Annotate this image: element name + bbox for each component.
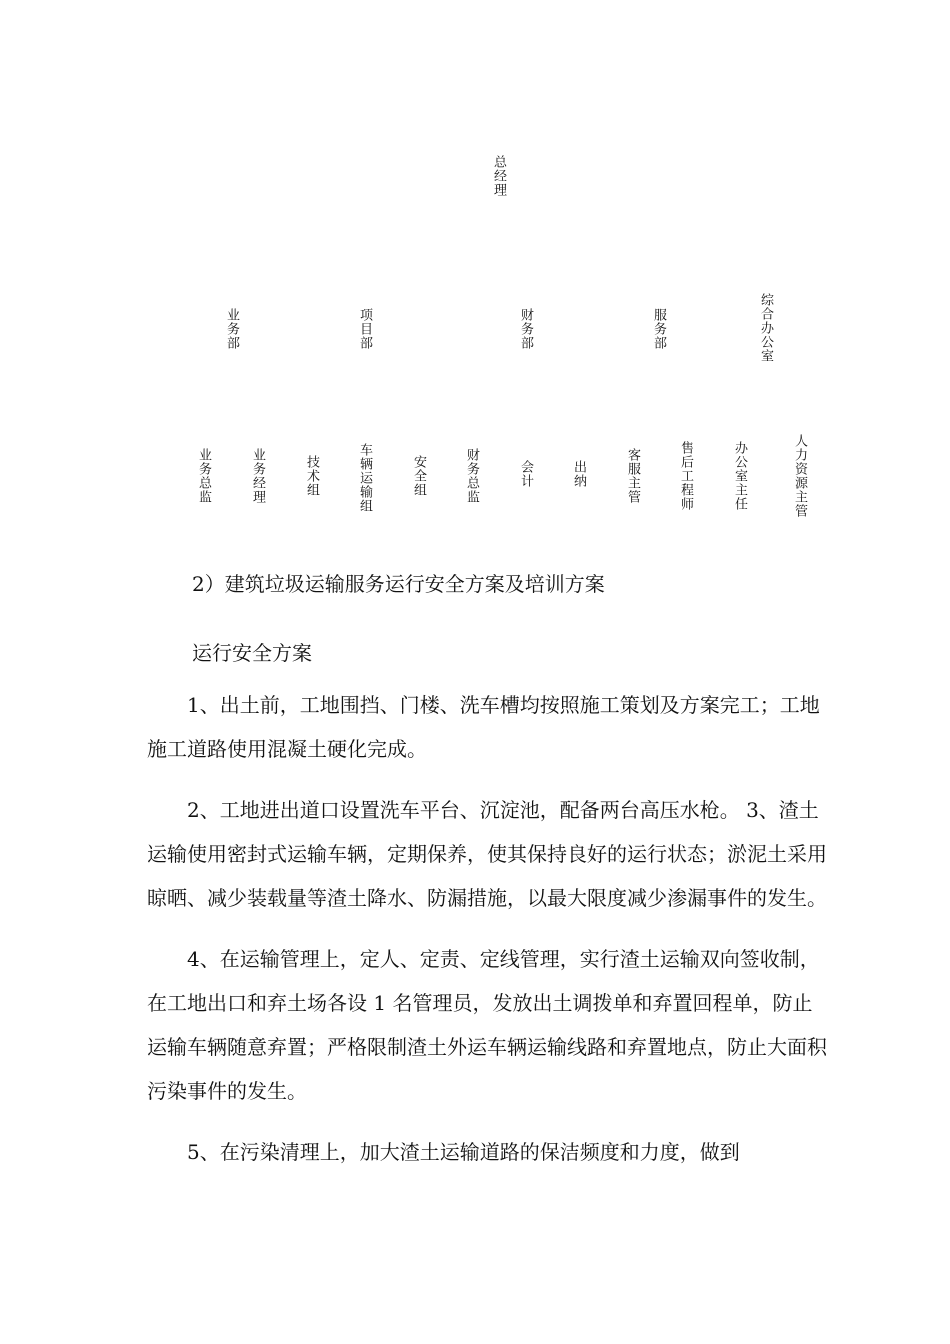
subheading: 运行安全方案 <box>192 641 312 665</box>
org-staff-business-manager: 业务经理 <box>250 448 265 504</box>
paragraph: 4、在运输管理上，定人、定责、定线管理，实行渣土运输双向签收制，在工地出口和弃土场各设 1 名管理员，发放出土调拨单和弃置回程单，防止运输车辆随意弃置；严格限制渣土外运车辆运输线路和弃置地点，防止大面积污染事件的发生。 <box>147 947 827 1103</box>
org-dept-admin-office: 综合办公室 <box>758 293 773 363</box>
org-staff-cashier: 出纳 <box>571 460 586 488</box>
org-staff-finance-director: 财务总监 <box>464 448 479 504</box>
org-staff-after-sales-engineer: 售后工程师 <box>678 441 693 511</box>
org-staff-accountant: 会计 <box>518 460 533 488</box>
org-staff-safety-group: 安全组 <box>411 455 426 497</box>
org-dept-finance: 财务部 <box>518 308 533 350</box>
org-top-general-manager: 总经理 <box>491 155 506 197</box>
section-title: 2）建筑垃圾运输服务运行安全方案及培训方案 <box>192 572 605 596</box>
org-dept-service: 服务部 <box>651 308 666 350</box>
org-staff-customer-service-lead: 客服主管 <box>625 448 640 504</box>
org-staff-business-director: 业务总监 <box>196 448 211 504</box>
paragraph: 1、出土前，工地围挡、门楼、洗车槽均按照施工策划及方案完工；工地施工道路使用混凝土硬化完成。 <box>147 693 820 761</box>
org-staff-office-director: 办公室主任 <box>732 441 747 511</box>
org-dept-project: 项目部 <box>357 308 372 350</box>
org-staff-tech-group: 技术组 <box>304 455 319 497</box>
org-dept-business: 业务部 <box>224 308 239 350</box>
paragraph: 5、在污染清理上，加大渣土运输道路的保洁频度和力度，做到 <box>187 1140 740 1164</box>
org-staff-hr-lead: 人力资源主管 <box>792 434 807 518</box>
org-staff-vehicle-transport-group: 车辆运输组 <box>357 443 372 513</box>
body-text <box>147 683 827 1191</box>
paragraph: 2、工地进出道口设置洗车平台、沉淀池，配备两台高压水枪。 3、渣土运输使用密封式运输车辆，定期保养，使其保持良好的运行状态；淤泥土采用晾晒、减少装载量等渣土降水、防漏措施，以最大限度减少渗漏事件的发生。 <box>147 798 827 910</box>
